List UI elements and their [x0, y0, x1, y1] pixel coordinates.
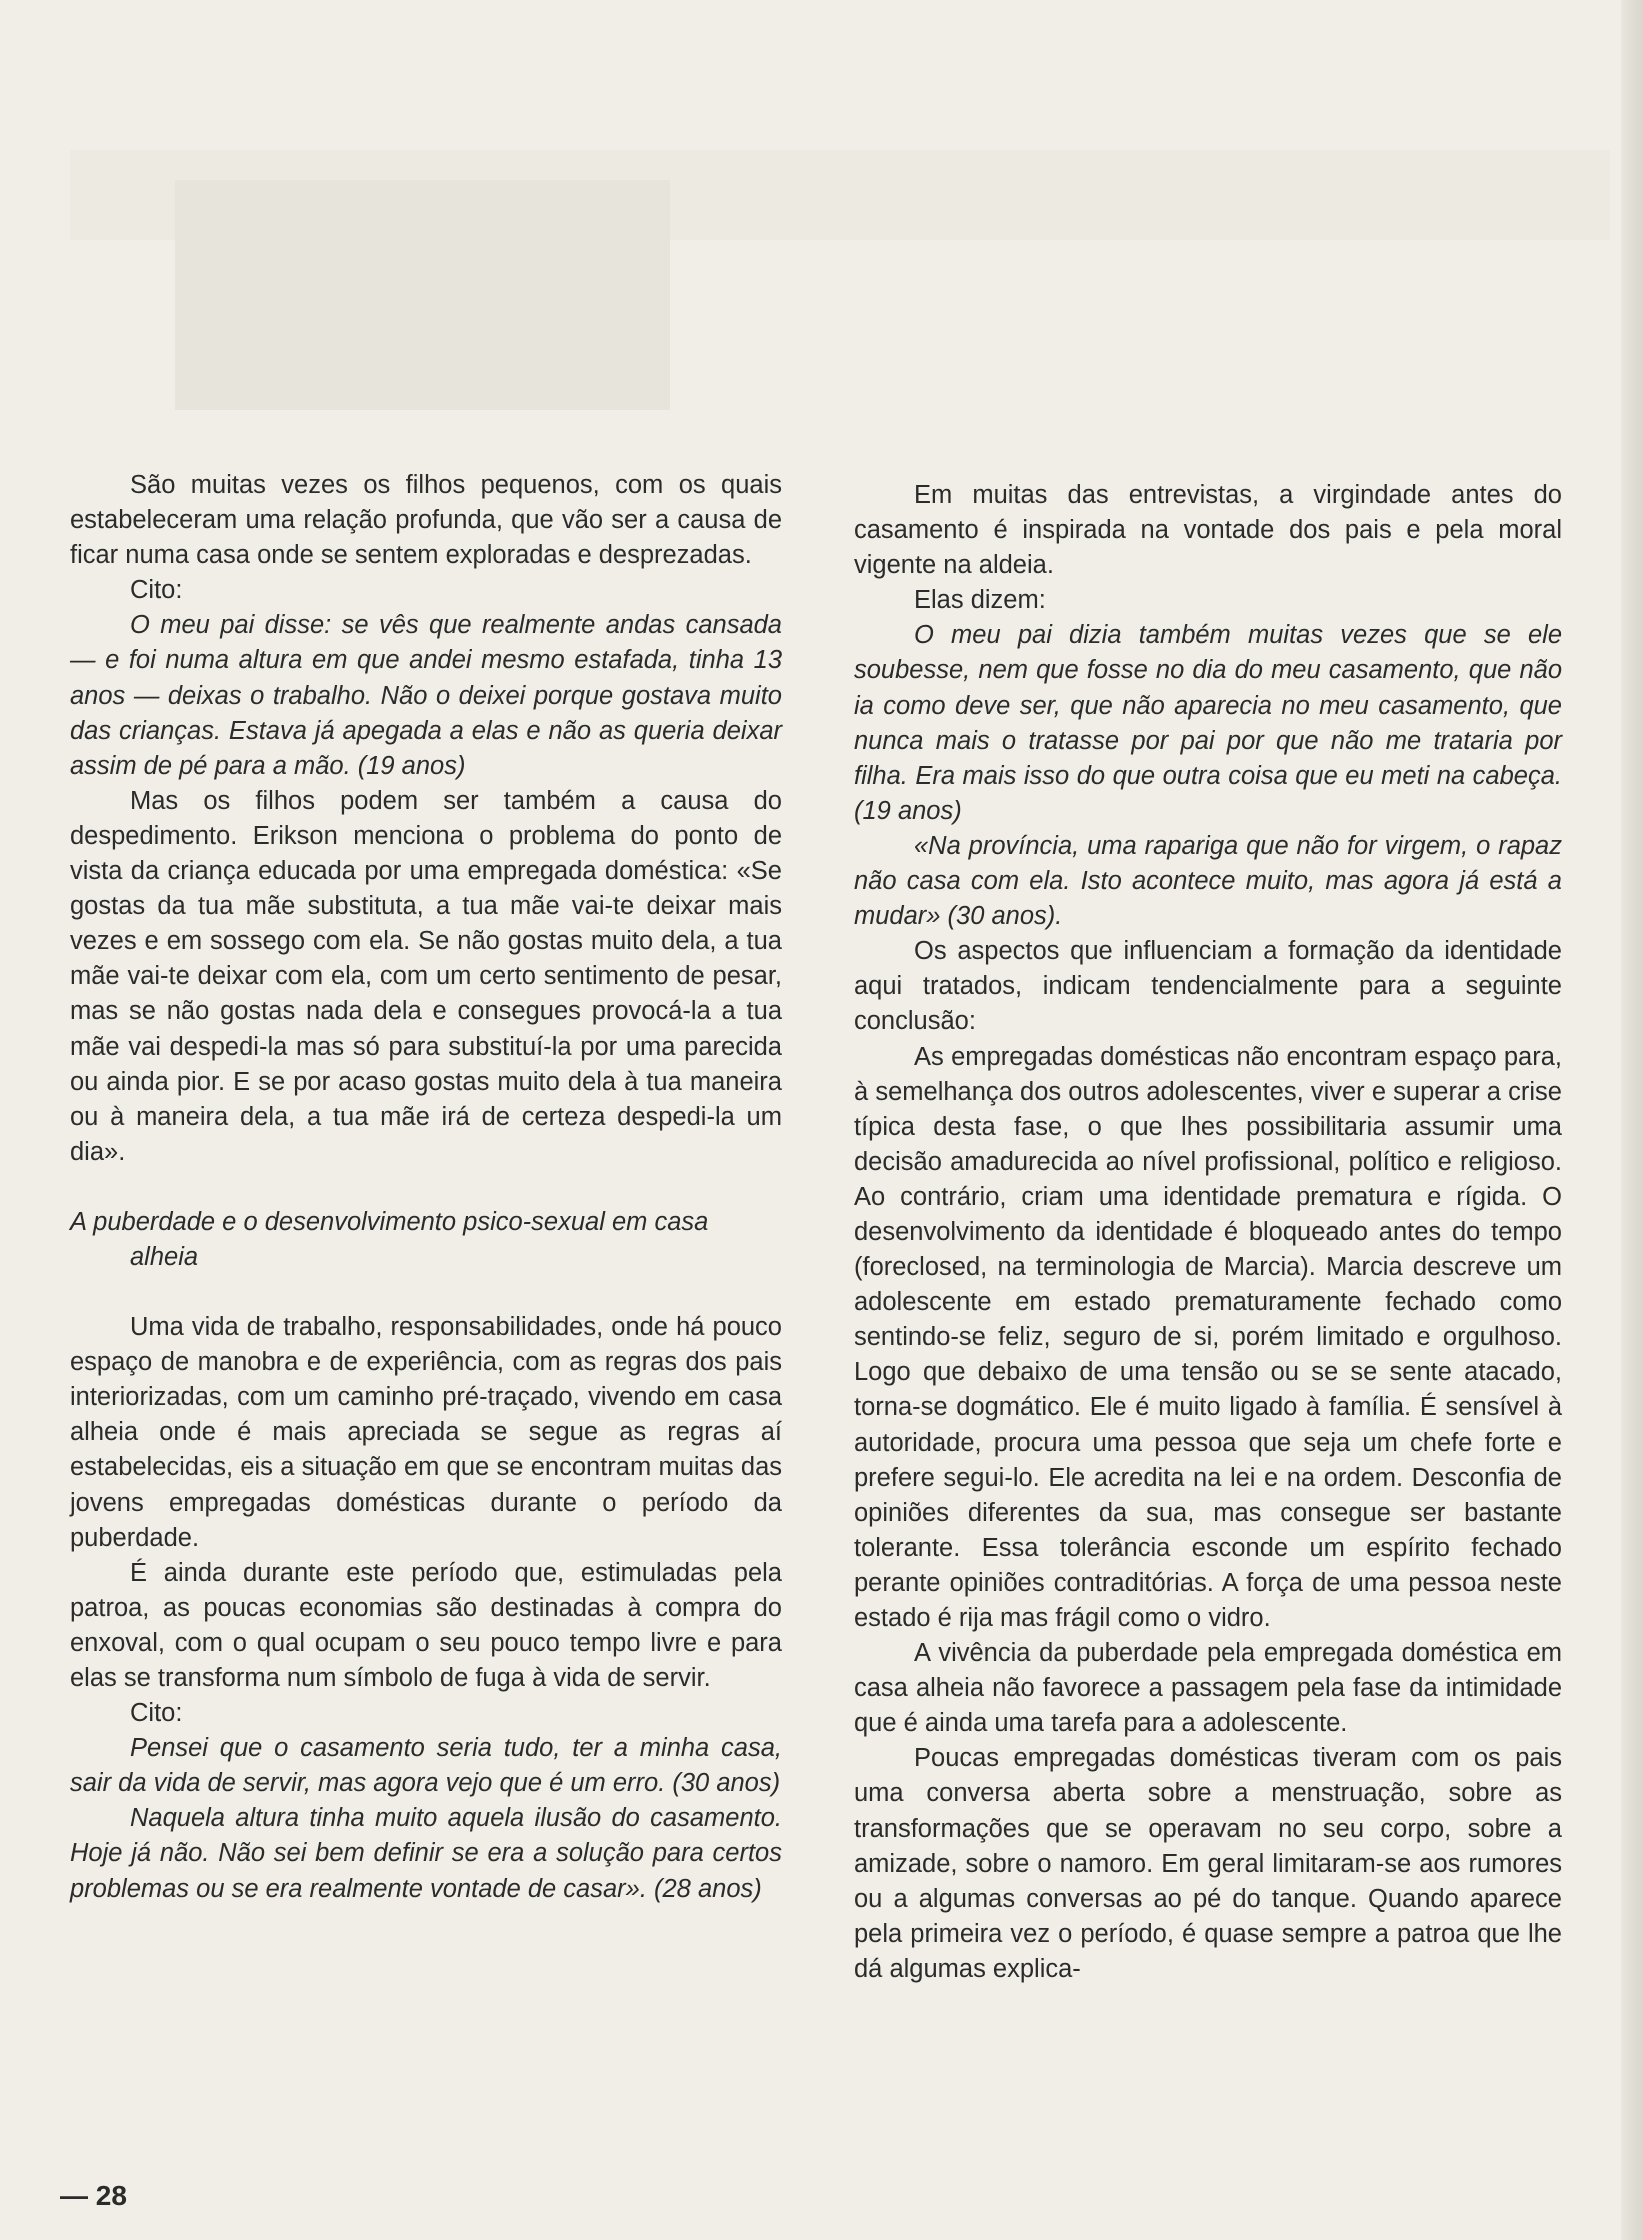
paragraph: As empregadas domésticas não encontram espaço para, à semelhança dos outros adolescentes, viver e superar a crise típica desta fase, o que lhes possibilitaria assumir uma decisão amadurecida ao nível profissional, político e religioso. Ao contrário, criam uma identidade prematura e rígida. O desenvolvimento da identidade é bloqueado antes do tempo (foreclosed, na terminologia de Marcia). Marcia descreve um adolescente em estado prematuramente fechado como sentindo-se feliz, seguro de si, porém limitado e orgulhoso. Logo que debaixo de uma tensão ou se se sente atacado, torna-se dogmático. Ele é muito ligado à família. É sensível à autoridade, procura uma pessoa que seja um chefe forte e prefere segui-lo. Ele acredita na lei e na ordem. Desconfia de opiniões diferentes da sua, mas consegue ser bastante tolerante. Essa tolerância esconde um espírito fechado perante opiniões contraditórias. A força de uma pessoa neste estado é rija mas frágil como o vidro.	[854, 1042, 1562, 1632]
paragraph: Os aspectos que influenciam a formação da identidade aqui tratados, indicam tendencialmente para a seguinte conclusão:	[854, 937, 1562, 1036]
paragraph: Poucas empregadas domésticas tiveram com os pais uma conversa aberta sobre a menstruação, sobre as transformações que se operavam no seu corpo, sobre a amizade, sobre o namoro. Em geral limitaram-se aos rumores ou a algumas conversas ao pé do tanque. Quando aparece pela primeira vez o período, é quase sempre a patroa que lhe dá algumas explica-	[854, 1744, 1562, 1983]
right-column	[854, 478, 1562, 1987]
quote: «Na província, uma rapariga que não for virgem, o rapaz não casa com ela. Isto acontece muito, mas agora já está a mudar» (30 anos).	[854, 831, 1562, 931]
paragraph: Uma vida de trabalho, responsabilidades, onde há pouco espaço de manobra e de experiência, com as regras dos pais interiorizadas, com um caminho pré-traçado, vivendo em casa alheia onde é mais apreciada se segue as regras aí estabelecidas, eis a situação em que se encontram muitas das jovens empregadas domésticas durante o período da puberdade.	[70, 1313, 782, 1552]
paragraph: Mas os filhos podem ser também a causa do despedimento. Erikson menciona o problema do ponto de vista da criança educada por uma empregada doméstica: «Se gostas da tua mãe substituta, a tua mãe vai-te deixar mais vezes e em sossego com ela. Se não gostas muito dela, a tua mãe vai-te deixar com ela, com um certo sentimento de pesar, mas se não gostas nada dela e consegues provocá-la a tua mãe vai despedi-la mas só para substituí-la por uma parecida ou ainda pior. E se por acaso gostas muito dela à tua maneira ou à maneira dela, a tua mãe irá de certeza despedi-la um dia».	[70, 786, 782, 1166]
paragraph: Elas dizem:	[914, 586, 1046, 615]
paragraph: A vivência da puberdade pela empregada doméstica em casa alheia não favorece a passagem pela fase da intimidade que é ainda uma tarefa para a adolescente.	[854, 1639, 1562, 1738]
bleed-through-photo	[175, 180, 670, 410]
page-edge	[1621, 0, 1643, 2240]
page-number: — 28	[60, 2180, 127, 2211]
left-column	[70, 468, 782, 1907]
quote: Pensei que o casamento seria tudo, ter a minha casa, sair da vida de servir, mas agora vejo que é um erro. (30 anos)	[70, 1734, 782, 1798]
quote: O meu pai disse: se vês que realmente andas cansada — e foi numa altura em que andei mesmo estafada, tinha 13 anos — deixas o trabalho. Não o deixei porque gostava muito das crianças. Estava já apegada a elas e não as queria deixar assim de pé para a mão. (19 anos)	[70, 611, 782, 780]
quote: O meu pai dizia também muitas vezes que se ele soubesse, nem que fosse no dia do meu casamento, que não ia como deve ser, que não aparecia no meu casamento, que nunca mais o tratasse por pai por que não me trataria por filha. Era mais isso do que outra coisa que eu meti na cabeça. (19 anos)	[854, 621, 1562, 825]
paragraph: Em muitas das entrevistas, a virgindade antes do casamento é inspirada na vontade dos pais e pela moral vigente na aldeia.	[854, 481, 1562, 580]
section-heading: A puberdade e o desenvolvimento psico-sexual em casa alheia	[70, 1207, 709, 1271]
paragraph: São muitas vezes os filhos pequenos, com os quais estabeleceram uma relação profunda, que vão ser a causa de ficar numa casa onde se sentem exploradas e desprezadas.	[70, 471, 782, 570]
quote: Naquela altura tinha muito aquela ilusão do casamento. Hoje já não. Não sei bem definir se era a solução para certos problemas ou se era realmente vontade de casar». (28 anos)	[70, 1804, 782, 1903]
paragraph: É ainda durante este período que, estimuladas pela patroa, as poucas economias são destinadas à compra do enxoval, com o qual ocupam o seu pouco tempo livre e para elas se transforma num símbolo de fuga à vida de servir.	[70, 1558, 782, 1692]
cite-label: Cito:	[130, 576, 183, 605]
cite-label: Cito:	[130, 1699, 183, 1728]
